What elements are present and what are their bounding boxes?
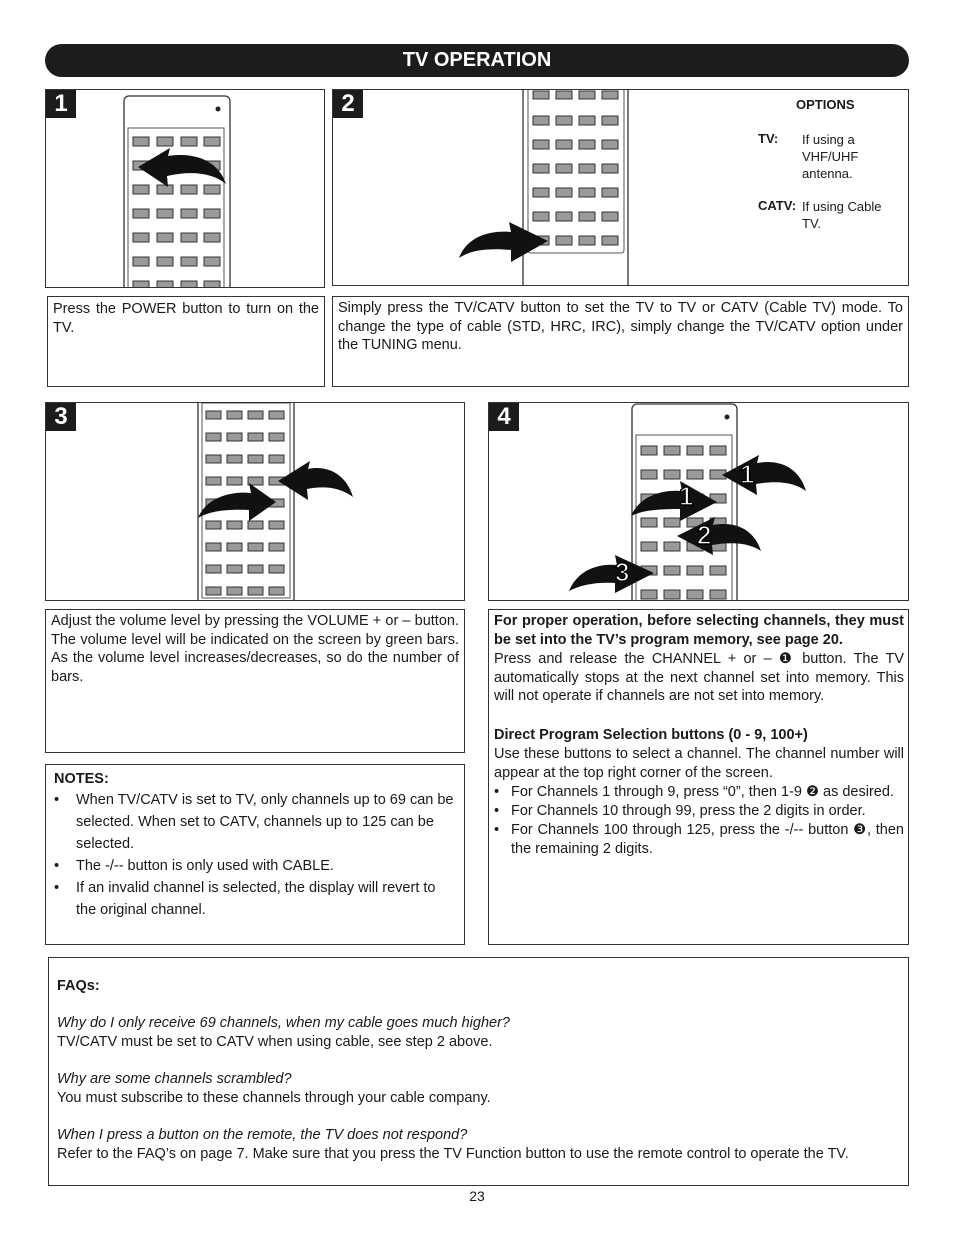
step-1-text: Press the POWER button to turn on the TV. xyxy=(53,301,319,336)
faqs-box xyxy=(48,957,909,1186)
list-item: • For Channels 10 through 99, press the 2 digits in order. xyxy=(494,802,904,821)
remote-control-2-svg xyxy=(333,90,908,285)
step-3-number: 3 xyxy=(46,403,76,431)
step-2-text-box xyxy=(332,296,909,387)
step-2-text: Simply press the TV/CATV button to set the TV to TV or CATV (Cable TV) mode. To change the type of cable (STD, HRC, IRC), simply change the TV/CATV option under the TUNING menu. xyxy=(338,300,903,354)
remote-control-3-svg xyxy=(46,403,464,600)
step-3-text-box xyxy=(45,609,465,753)
faq-answer-1: TV/CATV must be set to CATV when using cable, see step 2 above. xyxy=(57,1034,493,1050)
options-title: OPTIONS xyxy=(796,97,855,112)
step-4-text-box xyxy=(488,609,909,945)
callout-2: 2 xyxy=(697,520,712,550)
list-item: • For Channels 1 through 9, press “0”, then 1-9 ❷ as desired. xyxy=(494,783,904,802)
list-item: • For Channels 100 through 125, press the -/-- button ❸, then the remaining 2 digits. xyxy=(494,821,904,859)
list-item: • The -/-- button is only used with CABLE. xyxy=(54,855,454,877)
faqs-title: FAQs: xyxy=(57,978,100,994)
list-item: • If an invalid channel is selected, the display will revert to the original channel. xyxy=(54,877,454,921)
option-tv-desc: If using a VHF/UHF antenna. xyxy=(802,132,859,181)
remote-control-4-svg xyxy=(489,403,908,600)
faq-answer-2: You must subscribe to these channels through your cable company. xyxy=(57,1090,491,1106)
step-4-number: 4 xyxy=(489,403,519,431)
remote-control-1-svg xyxy=(46,90,324,287)
step-1-number: 1 xyxy=(46,90,76,118)
step-2-number: 2 xyxy=(333,90,363,118)
faq-answer-3: Refer to the FAQ’s on page 7. Make sure that you press the TV Function button to use the remote control to operate the TV. xyxy=(57,1146,849,1162)
direct-selection-text: Use these buttons to select a channel. The channel number will appear at the top right corner of the screen. xyxy=(494,746,904,781)
step-4-text1: Press and release the CHANNEL + or – ❶ button. The TV automatically stops at the next channel set into memory. This will not operate if channels are not set into memory. xyxy=(494,651,904,705)
step-3-illustration xyxy=(45,402,465,601)
option-tv-key: TV: xyxy=(758,131,779,146)
notes-title: NOTES: xyxy=(54,771,109,787)
option-catv-desc: If using Cable TV. xyxy=(802,199,882,231)
notes-list xyxy=(54,789,454,921)
step-2-illustration xyxy=(332,89,909,286)
callout-1-top: 1 xyxy=(740,459,755,489)
page-title: TV OPERATION xyxy=(45,44,909,77)
faq-question-2: Why are some channels scrambled? xyxy=(57,1071,292,1087)
faq-question-1: Why do I only receive 69 channels, when my cable goes much higher? xyxy=(57,1015,510,1031)
page-number: 23 xyxy=(469,1188,485,1204)
callout-1-left: 1 xyxy=(679,481,694,511)
list-item: • When TV/CATV is set to TV, only channels up to 69 can be selected. When set to CATV, channels up to 125 can be selected. xyxy=(54,789,454,855)
faq-question-3: When I press a button on the remote, the TV does not respond? xyxy=(57,1127,468,1143)
step-4-illustration xyxy=(488,402,909,601)
step-4-bold-intro: For proper operation, before selecting channels, they must be set into the TV’s program memory, see page 20. xyxy=(494,613,904,648)
step-3-text: Adjust the volume level by pressing the VOLUME + or – button. The volume level will be indicated on the screen by green bars. As the volume level increases/decreases, so do the number of bars. xyxy=(51,613,459,686)
channel-bullets xyxy=(494,783,904,859)
step-1-illustration xyxy=(45,89,325,288)
callout-3: 3 xyxy=(615,557,630,587)
option-catv-key: CATV: xyxy=(758,198,797,213)
direct-selection-title: Direct Program Selection buttons (0 - 9, 100+) xyxy=(494,727,808,743)
step-1-text-box xyxy=(47,296,325,387)
notes-box xyxy=(45,764,465,945)
